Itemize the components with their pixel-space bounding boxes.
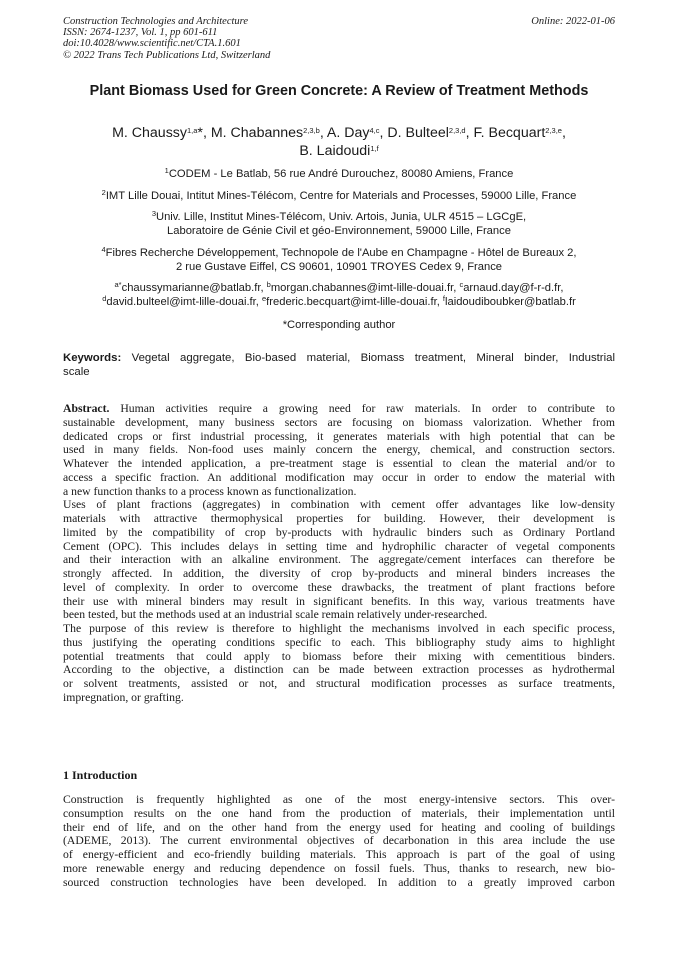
- abstract-line: strongly affected. In addition, the diversity of crop by-products and mineral binders increases the: [63, 567, 615, 580]
- abstract-line: Cement (OPC). This includes delays in setting time and hydrophilic character of vegetal components: [63, 539, 615, 553]
- introduction-line: Construction is frequently highlighted as one of the most energy-intensive sectors. This over-: [63, 793, 615, 806]
- online-date: Online: 2022-01-06: [531, 16, 615, 27]
- author: A. Day$^{4,c}$,: [326, 125, 388, 141]
- abstract-line: thus justifying the operating conditions specific to each. This bibliography study aims to highlight: [63, 635, 615, 649]
- doi-line: doi:10.4028/www.scientific.net/CTA.1.601: [63, 38, 241, 50]
- keywords-label: Keywords:: [63, 352, 122, 364]
- affiliation-1: $^1$CODEM - Le Batlab, 56 rue André Durouchez, 80080 Amiens, France: [164, 166, 514, 180]
- abstract-line: limited by the compatibility of crop by-products with hydraulic binders such as Ordinary Portland: [63, 525, 615, 539]
- journal-metadata: [63, 16, 270, 61]
- abstract-line: potential treatments that could apply to biomass before their mixing with cementitious binders.: [63, 649, 615, 663]
- abstract-line: materials with attractive thermophysical properties for building. However, their development is: [63, 512, 615, 525]
- paper-title: Plant Biomass Used for Green Concrete: A Review of Treatment Methods: [89, 83, 589, 99]
- author: B. Laidoudi$^{1,f}$: [299, 143, 379, 159]
- copyright-line: © 2022 Trans Tech Publications Ltd, Switzerland: [63, 49, 271, 61]
- abstract-line: their use with mineral binders may result in significant benefits. In this way, various treatments have: [63, 594, 615, 608]
- abstract-line: access a specific fraction. An additional modification may occur in order to endow the material with: [63, 470, 615, 484]
- keywords: Keywords: Vegetal aggregate, Bio-based material, Biomass treatment, Mineral binder, Industrial scale: [63, 352, 615, 378]
- abstract-line: Whatever the intended application, a pre-treatment stage is essential to clean the material and/or to: [63, 457, 615, 470]
- abstract-line: level of complexity. In order to overcome these drawbacks, the treatment of plant fractions before: [63, 580, 615, 594]
- issn-line: ISSN: 2674-1237, Vol. 1, pp 601-611: [63, 27, 218, 39]
- email-link[interactable]: frederic.becquart@imt-lille-douai.fr,: [266, 295, 443, 308]
- abstract-line: Uses of plant fractions (aggregates) in combination with cement offer advantages like low-density: [63, 498, 615, 512]
- email-link[interactable]: chaussymarianne@batlab.fr,: [121, 282, 267, 294]
- abstract-body: [63, 416, 615, 705]
- section-heading-introduction: 1 Introduction: [63, 768, 138, 782]
- abstract-line: been tested, but the methods used at an industrial scale remain relatively under-researched.: [63, 608, 488, 622]
- introduction-line: their end of life, and on the other hand from the energy used for heating and cooling of buildings: [63, 820, 615, 834]
- abstract-line: dedicated crops or first industrial processing, it generates materials with high potential that can be: [63, 429, 615, 443]
- author: D. Bulteel$^{2,3,d}$,: [387, 125, 474, 141]
- abstract-line: impregnation, or grafting.: [63, 690, 184, 704]
- affiliation-2: $^2$IMT Lille Douai, Intitut Mines-Télécom, Centre for Materials and Processes, 59000 Lille, France: [101, 188, 577, 202]
- introduction-body: [63, 793, 615, 889]
- email-link[interactable]: laidoudiboubker@batlab.fr: [445, 295, 576, 308]
- affiliation-4: $^4$Fibres Recherche Développement, Technopole de l'Aube en Champagne - Hôtel de Bureaux 2, 2 rue Gustave Eiffel, CS 90601, 10901 TROYES Cedex 9, France: [101, 245, 577, 273]
- abstract: Abstract. Human activities require a growing need for raw materials. In order to contribute to sustainable development, many business sectors are focusing on biomass valorization. Whether from dedicated crops or first industrial processing, it generates materials with high potential that can be used in many fields. Non-food uses mainly concern the energy, chemical, and construction sectors. Whatever the intended application, a pre-treatment stage is essential to clean the material and/or to access a specific fraction. An additional modification may occur in order to endow the material with a new function thanks to a process known as functionalization. Uses of plant fractions (aggregates) in combination with cement offer advantages like low-density materials with attractive thermophysical properties for building. However, their development is limited by the compatibility of crop by-products with hydraulic binders such as Ordinary Portland Cement (OPC). This includes delays in setting time and hydrophilic character of vegetal components and their interaction with an alkaline environment. The aggregate/cement interfaces can therefore be strongly affected. In addition, the diversity of crop by-products and mineral binders increases the level of complexity. In order to overcome these drawbacks, the treatment of plant fractions before their use with mineral binders may result in significant benefits. In this way, various treatments have been tested, but the methods used at an industrial scale remain relatively under-researched. The purpose of this review is therefore to highlight the mechanisms involved in each specific process, thus justifying the operating conditions specific to each. This bibliography study aims to highlight potential treatments that could apply to biomass before their mixing with cementitious binders. According to the objective, a distinction can be made between extraction processes as hydrothermal or solvent treatments, assisted or not, and structural modification processes as surface treatments, impregnation, or grafting.: [63, 402, 615, 704]
- abstract-line: a new function thanks to a process known as functionalization.: [63, 484, 357, 498]
- author: M. Chabannes$^{2,3,b}$,: [210, 125, 327, 141]
- affiliation-3: $^3$Univ. Lille, Institut Mines-Télécom, Univ. Artois, Junia, ULR 4515 – LGCgE, Laboratoire de Génie Civil et géo-Environnement, 59000 Lille, France: [151, 209, 527, 237]
- email-list: $^{a*}$chaussymarianne@batlab.fr, $^b$morgan.chabannes@imt-lille-douai.fr, $^c$arnaud.day@f-r-d.fr, $^d$david.bulteel@imt-lille-douai.fr, $^e$frederic.becquart@imt-lille-douai.fr, $^f$laidoudiboubker@batlab.fr: [102, 280, 576, 308]
- journal-name: Construction Technologies and Architecture: [63, 16, 249, 27]
- author: M. Chaussy$^{1,a}$*,: [112, 125, 211, 141]
- abstract-line: and their interaction with an alkaline environment. The aggregate/cement interfaces can therefore be: [63, 553, 615, 567]
- introduction-line: consumption results on the one hand from the production of materials, their implementation until: [63, 806, 615, 820]
- abstract-label: Abstract.: [63, 402, 110, 415]
- abstract-line: According to the objective, a distinction can be made between extraction processes as hydrothermal: [63, 663, 615, 677]
- introduction-line: (ADEME, 2013). The current environmental objectives of decarbonation in this area include the use: [63, 834, 615, 848]
- email-link[interactable]: morgan.chabannes@imt-lille-douai.fr,: [270, 282, 460, 294]
- email-link[interactable]: arnaud.day@f-r-d.fr,: [463, 282, 564, 294]
- email-link[interactable]: david.bulteel@imt-lille-douai.fr,: [106, 295, 262, 308]
- introduction-line: sourced construction technologies have been developed. In addition to a greatly improved carbon: [63, 875, 615, 889]
- corresponding-author-note: *Corresponding author: [282, 319, 396, 331]
- introduction-line: more renewable energy and reducing dependence on fossil fuels. Thus, thanks to research, new bio-: [63, 861, 615, 875]
- introduction-line: of energy-efficient and eco-friendly building materials. This approach is part of the goal of using: [63, 848, 615, 861]
- author-list: [63, 124, 615, 160]
- abstract-line: or solvent treatments, assisted or not, and structural modification processes as surface treatments,: [63, 677, 615, 690]
- abstract-line: used in many fields. Non-food uses mainly concern the energy, chemical, and construction sectors.: [63, 443, 615, 457]
- abstract-line: sustainable development, many business sectors are focusing on biomass valorization. Whether from: [63, 415, 615, 429]
- abstract-line: The purpose of this review is therefore to highlight the mechanisms involved in each specific process,: [63, 622, 615, 635]
- author: F. Becquart$^{2,3,e}$,: [473, 125, 566, 141]
